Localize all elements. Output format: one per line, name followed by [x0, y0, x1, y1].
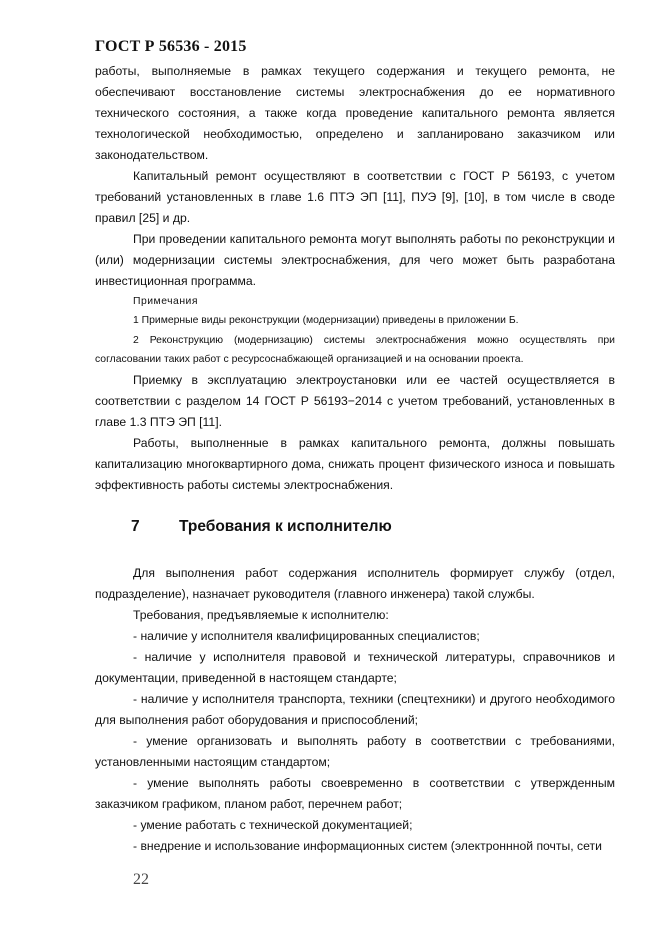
list-item: - наличие у исполнителя транспорта, техники (спецтехники) и другого необходимого для выполнения работ оборудования и приспособлений;	[95, 691, 615, 727]
paragraph-capitalization: Работы, выполненные в рамках капитального ремонта, должны повышать капитализацию многоквартирного дома, снижать процент физического износа и повышать эффективность работы системы электроснабжения.	[95, 435, 615, 492]
paragraph-requirements-intro: Требования, предъявляемые к исполнителю:	[133, 607, 389, 622]
section-number: 7	[131, 517, 140, 535]
section-heading	[95, 518, 615, 536]
list-item: - наличие у исполнителя квалифицированных специалистов;	[133, 628, 480, 643]
note-1: 1 Примерные виды реконструкции (модернизации) приведены в приложении Б.	[133, 315, 519, 326]
notes-heading: Примечания	[133, 296, 198, 307]
document-body	[95, 61, 615, 857]
paragraph-reconstruction: При проведении капитального ремонта могут выполнять работы по реконструкции и (или) модернизации системы электроснабжения, для чего может быть разработана инвестиционная программа.	[95, 232, 615, 288]
paragraph-service: Для выполнения работ содержания исполнитель формирует службу (отдел, подразделение), назначает руководителя (главного инженера) такой службы.	[95, 565, 615, 601]
paragraph-continuation: работы, выполняемые в рамках текущего содержания и текущего ремонта, не обеспечивают восстановление системы электроснабжения до ее нормативного технического состояния, а также когда проведение капитального ремонта является технологической необходимостью, определено и запланировано заказчиком или законодательством.	[95, 64, 615, 162]
list-item: - умение работать с технической документацией;	[133, 817, 413, 832]
section-title: Требования к исполнителю	[179, 517, 392, 535]
list-item: - умение выполнять работы своевременно в соответствии с утвержденным заказчиком графиком, планом работ, перечнем работ;	[95, 775, 615, 811]
document-header: ГОСТ Р 56536 - 2015	[95, 38, 247, 55]
paragraph-capital-repair: Капитальный ремонт осуществляют в соответствии с ГОСТ Р 56193, с учетом требований установленных в главе 1.6 ПТЭ ЭП [11], ПУЭ [9], [10], в том числе в своде правил [25] и др.	[95, 169, 615, 225]
list-item: - внедрение и использование информационных систем (электроннной почты, сети	[133, 838, 602, 853]
note-2: 2 Реконструкцию (модернизацию) системы электроснабжения можно осуществлять при согласовании таких работ с ресурсоснабжающей организацией и на основании проекта.	[95, 334, 615, 365]
list-item: - наличие у исполнителя правовой и технической литературы, справочников и документации, приведенной в настоящем стандарте;	[95, 649, 615, 685]
paragraph-acceptance: Приемку в эксплуатацию электроустановки или ее частей осуществляется в соответствии с разделом 14 ГОСТ Р 56193−2014 с учетом требований, установленных в главе 1.3 ПТЭ ЭП [11].	[95, 372, 615, 429]
list-item: - умение организовать и выполнять работу в соответствии с требованиями, установленными настоящим стандартом;	[95, 733, 615, 769]
page-number: 22	[133, 871, 149, 888]
